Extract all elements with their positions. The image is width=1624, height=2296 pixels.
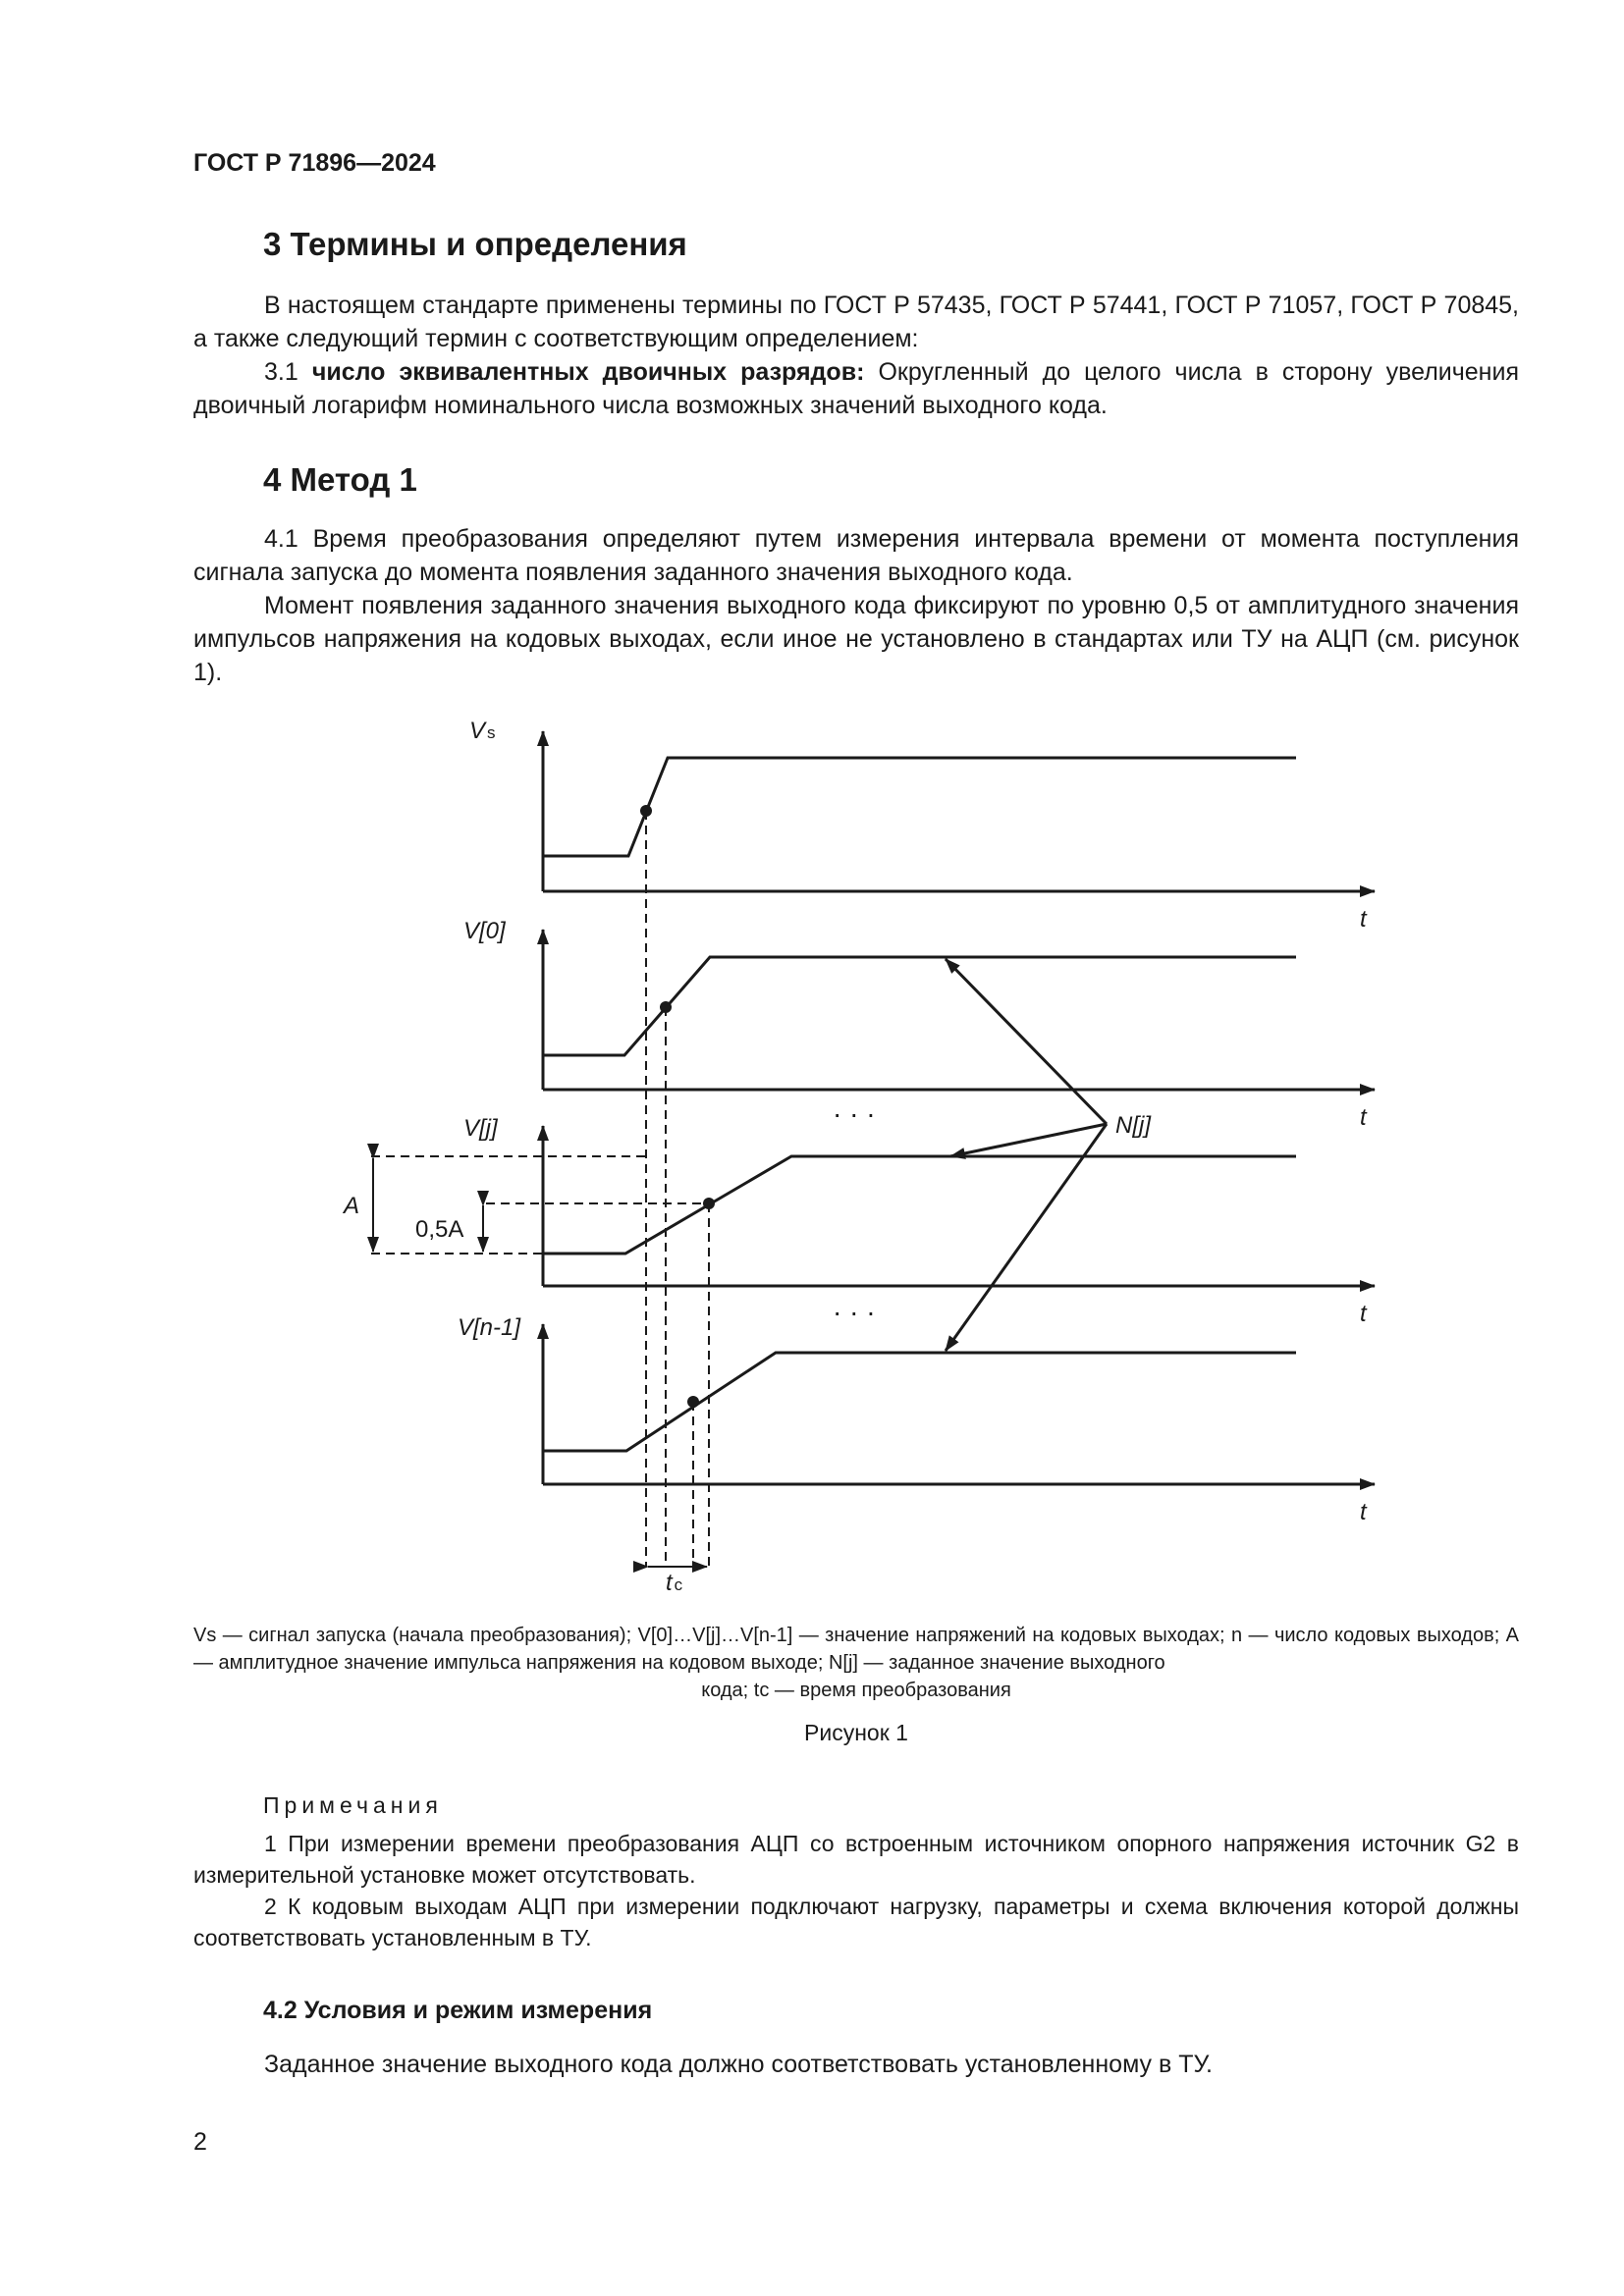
arrow-nj-vj — [950, 1124, 1107, 1156]
label-vn1: V[n-1] — [458, 1314, 521, 1341]
point-vj — [703, 1198, 715, 1209]
point-v0 — [660, 1001, 672, 1013]
arrow-nj-v0 — [946, 959, 1107, 1124]
section-4-title: 4 Метод 1 — [263, 461, 417, 498]
label-t-2: t — [1360, 1104, 1367, 1131]
label-vj: V[j] — [463, 1115, 498, 1142]
section-4-body — [193, 522, 1519, 689]
note-2: 2 К кодовым выходам АЦП при измерении подключают нагрузку, параметры и схема включения которой должны соответствовать установленным в ТУ. — [193, 1894, 1519, 1950]
label-t-1: t — [1360, 906, 1367, 933]
section-4-2-body — [193, 2048, 1519, 2081]
waveform-vn1 — [543, 1353, 1296, 1451]
waveform-vj — [543, 1156, 1296, 1254]
page-number: 2 — [193, 2128, 207, 2156]
term-number: 3.1 — [264, 358, 298, 386]
notes-heading: Примечания — [263, 1792, 443, 1818]
section-3-title: 3 Термины и определения — [263, 226, 687, 262]
figure-legend-line2: кода; tc — время преобразования — [701, 1680, 1011, 1701]
term-name: число эквивалентных двоичных разрядов: — [311, 358, 865, 386]
label-vs: V s — [469, 718, 496, 744]
note-1: 1 При измерении времени преобразования АЦП со встроенным источником опорного напряжения источник G2 в измерительной установке может отсутствовать. — [193, 1831, 1519, 1888]
section-4-2-title: 4.2 Условия и режим измерения — [263, 1997, 653, 2024]
arrow-nj-vn1 — [946, 1124, 1107, 1351]
document-header: ГОСТ Р 71896—2024 — [193, 149, 436, 177]
term-3-1 — [193, 355, 1519, 422]
label-t-4: t — [1360, 1499, 1367, 1525]
figure-caption: Рисунок 1 — [804, 1720, 908, 1745]
section-4-p2: Момент появления заданного значения выходного кода фиксируют по уровню 0,5 от амплитудного значения импульсов напряжения на кодовых выходах, если иное не установлено в стандартах или ТУ на АЦП (см. рисунок 1). — [193, 592, 1519, 686]
label-a: A — [344, 1193, 360, 1219]
label-half-a: 0,5A — [415, 1216, 464, 1243]
ellipsis-2: · · · — [833, 1297, 876, 1327]
label-nj: N[j] — [1115, 1112, 1151, 1139]
figure-1-timing-diagram — [0, 687, 1624, 1600]
figure-legend-line1: Vs — сигнал запуска (начала преобразования); V[0]…V[j]…V[n-1] — значение напряжений на кодовых выходах; n — число кодовых выходов; А — амплитудное значение импульса напряжения на кодовом выходе; N[j] — заданное значение выходного — [193, 1625, 1519, 1674]
label-v0: V[0] — [463, 918, 506, 944]
label-tc: t c — [666, 1570, 683, 1596]
label-t-3: t — [1360, 1301, 1367, 1327]
point-vn1 — [687, 1396, 699, 1408]
waveform-vs — [543, 758, 1296, 856]
waveform-v0 — [543, 957, 1296, 1055]
point-vs — [640, 805, 652, 817]
section-3-body — [193, 289, 1519, 422]
section-4-p1: 4.1 Время преобразования определяют путем измерения интервала времени от момента поступления сигнала запуска до момента появления заданного значения выходного кода. — [193, 525, 1519, 586]
figure-legend — [193, 1622, 1519, 1704]
section-4-2-p1: Заданное значение выходного кода должно соответствовать установленному в ТУ. — [264, 2051, 1213, 2078]
notes-body — [193, 1828, 1519, 1953]
ellipsis-1: · · · — [833, 1098, 876, 1129]
term-definition: Округленный до целого числа в сторону увеличения двоичный логарифм номинального числа возможных значений выходного кода. — [193, 358, 1519, 419]
section-3-intro: В настоящем стандарте применены термины по ГОСТ Р 57435, ГОСТ Р 57441, ГОСТ Р 71057, ГОСТ Р 70845, а также следующий термин с соответствующим определением: — [193, 292, 1519, 352]
